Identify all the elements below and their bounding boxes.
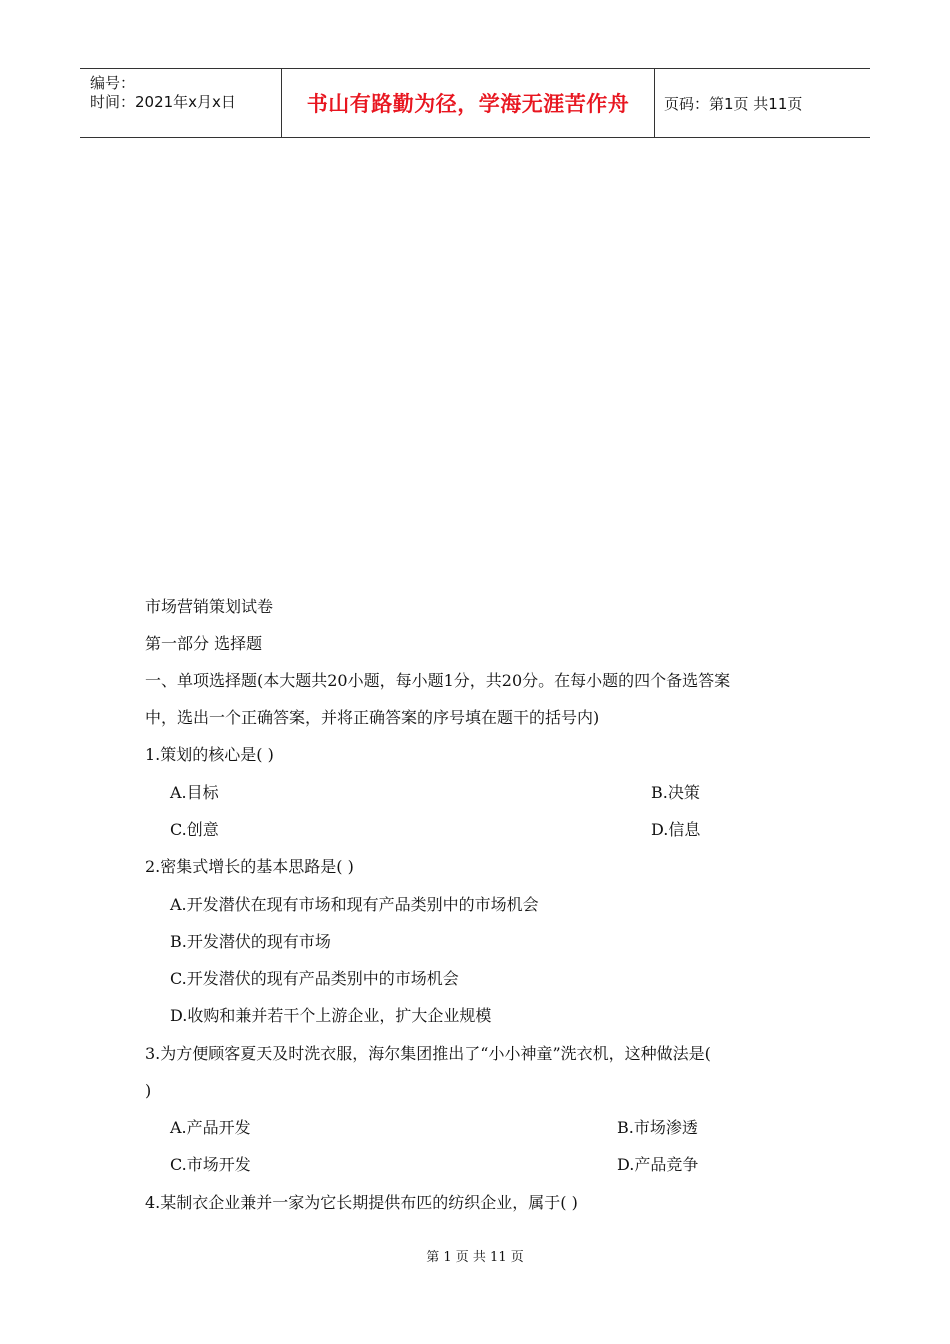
part-heading: 第一部分 选择题 xyxy=(145,634,263,653)
question-3-stem-line-1: 3.为方便顾客夏天及时洗衣服，海尔集团推出了“小小神童”洗衣机，这种做法是( xyxy=(145,1044,711,1063)
document-title: 市场营销策划试卷 xyxy=(145,597,274,616)
header-divider xyxy=(654,69,655,137)
question-2-option-a: A.开发潜伏在现有市场和现有产品类别中的市场机会 xyxy=(170,895,539,914)
header-page-info: 页码：第1页 共11页 xyxy=(664,95,803,113)
question-1-option-c: C.创意 xyxy=(170,820,219,839)
question-3-stem-line-2: ) xyxy=(145,1081,152,1100)
section-instructions-line-2: 中，选出一个正确答案，并将正确答案的序号填在题干的括号内) xyxy=(145,708,600,727)
question-1-option-a: A.目标 xyxy=(170,783,219,802)
question-3-option-a: A.产品开发 xyxy=(170,1118,251,1137)
header-meta xyxy=(80,69,281,137)
question-3-option-c: C.市场开发 xyxy=(170,1155,251,1174)
question-3-option-d: D.产品竞争 xyxy=(617,1155,699,1174)
question-2-option-d: D.收购和兼并若干个上游企业，扩大企业规模 xyxy=(170,1006,492,1025)
question-2-stem: 2.密集式增长的基本思路是( ) xyxy=(145,857,354,876)
section-instructions-line-1: 一、单项选择题(本大题共20小题，每小题1分，共20分。在每小题的四个备选答案 xyxy=(145,671,731,690)
number-label: 编号： xyxy=(90,74,136,92)
question-4-stem: 4.某制衣企业兼并一家为它长期提供布匹的纺织企业，属于( ) xyxy=(145,1193,578,1212)
time-label: 时间：2021年x月x日 xyxy=(90,93,236,111)
document-header xyxy=(80,68,870,138)
header-motto: 书山有路勤为径，学海无涯苦作舟 xyxy=(306,92,630,116)
question-1-option-b: B.决策 xyxy=(651,783,700,802)
question-2-option-c: C.开发潜伏的现有产品类别中的市场机会 xyxy=(170,969,459,988)
question-2-option-b: B.开发潜伏的现有市场 xyxy=(170,932,331,951)
page-footer: 第 1 页 共 11 页 xyxy=(426,1250,524,1265)
question-3-option-b: B.市场渗透 xyxy=(617,1118,698,1137)
question-1-option-d: D.信息 xyxy=(651,820,701,839)
question-1-stem: 1.策划的核心是( ) xyxy=(145,745,274,764)
